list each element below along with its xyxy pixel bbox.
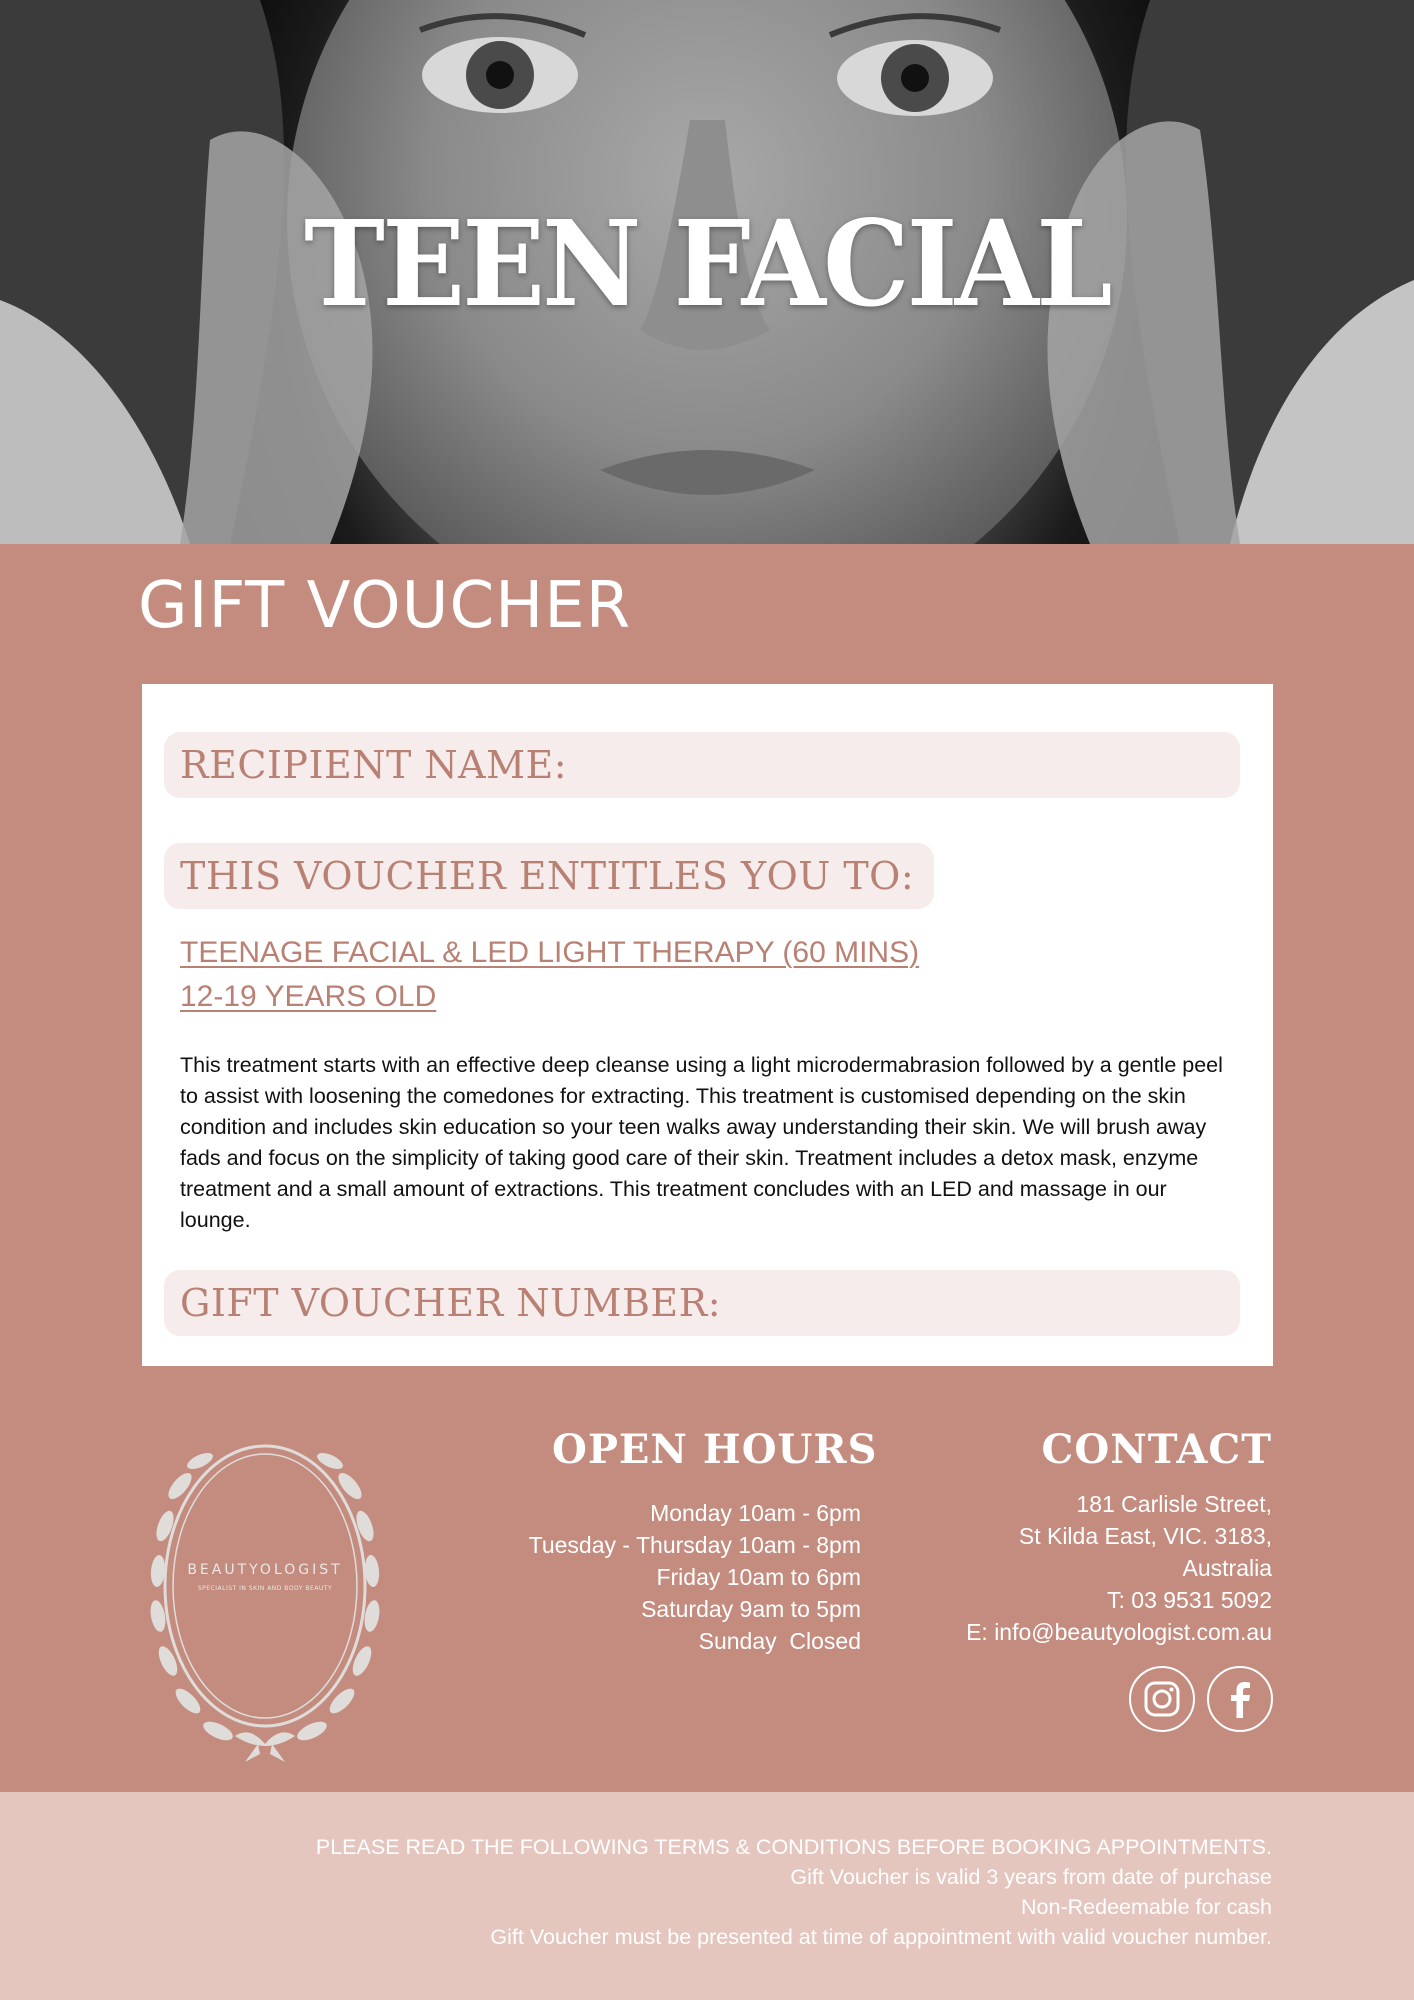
logo-tagline-text: SPECIALIST IN SKIN AND BODY BEAUTY <box>197 1585 333 1592</box>
phone-number[interactable]: T: 03 9531 5092 <box>1107 1587 1272 1613</box>
contact-details <box>966 1488 1272 1648</box>
gift-voucher-heading: GIFT VOUCHER <box>138 569 632 643</box>
terms-line: Non-Redeemable for cash <box>1021 1895 1272 1919</box>
hero-title: TEEN FACIAL <box>304 194 1110 333</box>
address-line: Australia <box>1182 1555 1272 1581</box>
logo-brand-text: BEAUTYOLOGIST <box>187 1562 343 1578</box>
email-address[interactable]: E: info@beautyologist.com.au <box>966 1619 1272 1645</box>
contact-title: CONTACT <box>1041 1426 1272 1473</box>
facebook-icon[interactable] <box>1207 1666 1273 1732</box>
recipient-name-field[interactable] <box>164 732 1240 798</box>
recipient-name-label: RECIPIENT NAME: <box>180 743 568 787</box>
voucher-number-field[interactable] <box>164 1270 1240 1336</box>
terms-conditions <box>316 1832 1272 1952</box>
terms-line: Gift Voucher must be presented at time of appointment with valid voucher number. <box>490 1925 1272 1949</box>
treatment-name-link[interactable]: TEENAGE FACIAL & LED LIGHT THERAPY (60 MINS) <box>180 936 920 969</box>
address-line: St Kilda East, VIC. 3183, <box>1018 1523 1272 1549</box>
hours-line: Friday 10am to 6pm <box>656 1564 861 1590</box>
entitles-heading <box>164 843 934 909</box>
address-line: 181 Carlisle Street, <box>1076 1491 1272 1517</box>
terms-heading: PLEASE READ THE FOLLOWING TERMS & CONDITIONS BEFORE BOOKING APPOINTMENTS. <box>315 1835 1272 1859</box>
treatment-description: This treatment starts with an effective deep cleanse using a light microdermabrasion followed by a gentle peel to assist with loosening the comedones for extracting. This treatment is customised depending on the skin condition and includes skin education so your teen walks away understanding their skin. We will brush away fads and focus on the simplicity of taking good care of their skin. Treatment includes a detox mask, enzyme treatment and a small amount of extractions. This treatment concludes with an LED and massage in our lounge. <box>180 1053 1223 1232</box>
instagram-icon[interactable] <box>1129 1666 1195 1732</box>
hours-line: Saturday 9am to 5pm <box>641 1596 861 1622</box>
voucher-number-label: GIFT VOUCHER NUMBER: <box>180 1281 722 1325</box>
terms-band <box>0 1792 1414 2000</box>
open-hours-title: OPEN HOURS <box>552 1426 878 1473</box>
beautyologist-logo <box>140 1426 390 1762</box>
entitles-label: THIS VOUCHER ENTITLES YOU TO: <box>180 854 915 898</box>
hours-line: Sunday Closed <box>698 1628 861 1654</box>
voucher-card <box>142 684 1273 1366</box>
treatment-age-link[interactable]: 12-19 YEARS OLD <box>180 980 437 1013</box>
hero-photo <box>0 0 1414 544</box>
terms-line: Gift Voucher is valid 3 years from date of purchase <box>790 1865 1272 1889</box>
open-hours-list <box>529 1497 861 1657</box>
hours-line: Monday 10am - 6pm <box>650 1500 861 1526</box>
hours-line: Tuesday - Thursday 10am - 8pm <box>528 1532 861 1558</box>
